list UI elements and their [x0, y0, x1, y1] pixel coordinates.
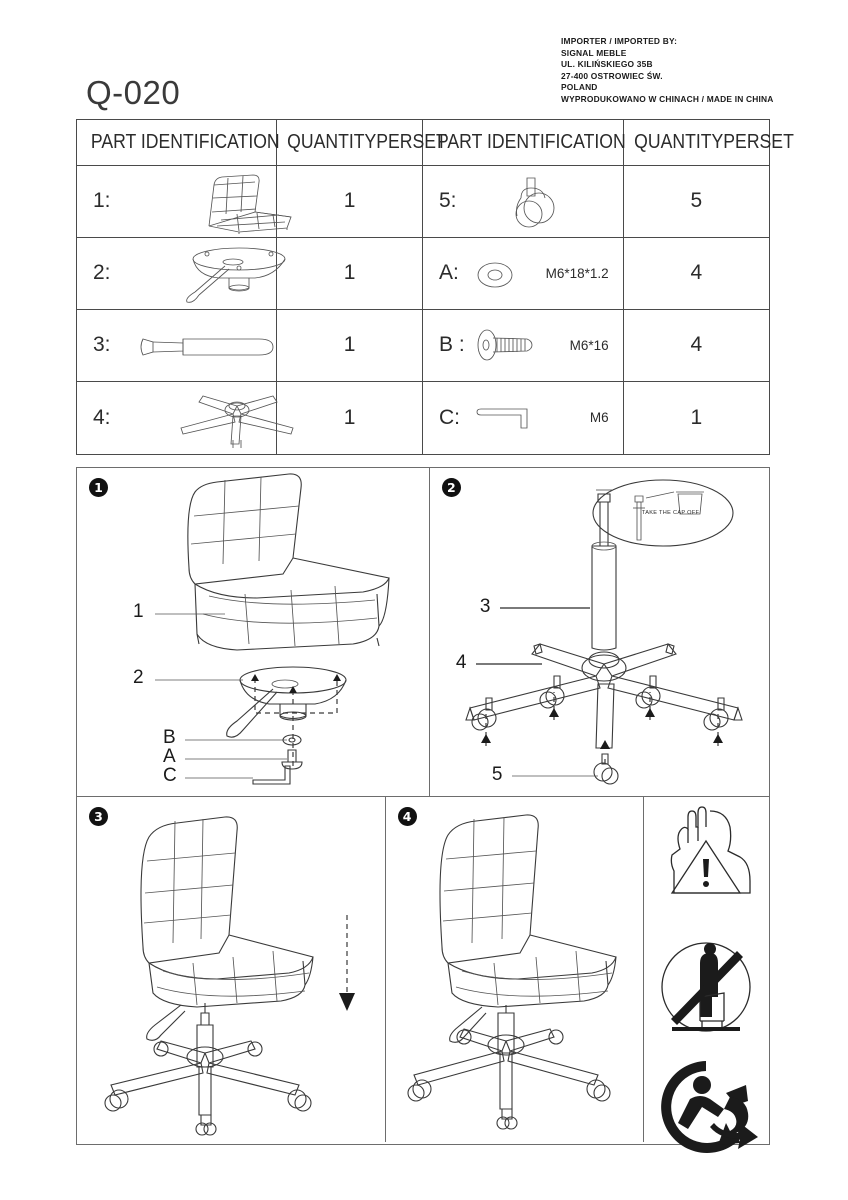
part-cell	[77, 166, 277, 237]
header-cell-identification: PART IDENTIFICATION	[423, 120, 624, 165]
part-key: 3:	[93, 333, 111, 357]
part-key: 2:	[93, 261, 111, 285]
header-cell-identification: PART IDENTIFICATION	[77, 120, 277, 165]
part-key: 4:	[93, 405, 111, 429]
caster-wheel-icon	[501, 176, 571, 230]
part-cell	[423, 310, 624, 381]
step-panel-1	[77, 468, 430, 796]
part-cell	[423, 166, 624, 237]
take-cap-off-note: TAKE THE CAP OFF	[641, 510, 700, 516]
step1-label-b: B	[163, 727, 176, 748]
part-quantity-cell: 4	[690, 261, 703, 285]
step1-label-2: 2	[133, 667, 144, 688]
part-spec: M6	[589, 410, 609, 426]
part-key: A:	[439, 261, 459, 285]
step1-label-1: 1	[133, 601, 144, 622]
five-star-base-icon	[173, 388, 301, 450]
table-header-row	[77, 120, 447, 166]
table-row	[423, 166, 769, 238]
steps-row-bottom	[77, 797, 769, 1142]
step-number-badge: 2	[442, 478, 461, 497]
importer-line-3: 27-400 OSTROWIEC ŚW.	[561, 70, 663, 81]
attention-warning-icon	[672, 807, 751, 893]
recycling-icon	[662, 1061, 759, 1153]
part-cell	[423, 238, 624, 309]
importer-line-2: UL. KILIŃSKIEGO 35B	[561, 59, 653, 70]
table-row	[77, 238, 422, 310]
part-quantity-cell: 1	[343, 261, 356, 285]
do-not-stand-on-chair-icon	[662, 943, 750, 1031]
step-panel-4	[386, 797, 645, 1142]
parts-table	[76, 119, 794, 455]
allen-key-icon	[473, 408, 539, 432]
part-quantity-cell: 5	[690, 189, 703, 213]
importer-line-1: SIGNAL MEBLE	[561, 47, 627, 58]
table-header-row	[423, 120, 794, 166]
step-number-badge: 4	[398, 807, 417, 826]
part-key: 1:	[93, 189, 111, 213]
table-row	[423, 382, 769, 454]
safety-pictogram-panel	[644, 797, 769, 1142]
step-panel-2	[430, 468, 769, 796]
importer-line-4: POLAND	[561, 82, 598, 93]
step-panel-3	[77, 797, 386, 1142]
table-row	[77, 166, 422, 238]
table-row	[423, 238, 769, 310]
page-title: Q-020	[86, 74, 181, 111]
parts-table-right	[423, 120, 794, 454]
step-number-badge: 3	[89, 807, 108, 826]
step2-label-5: 5	[491, 764, 503, 785]
part-cell	[423, 382, 624, 454]
header-cell-quantity: QUANTITYPERSET	[287, 130, 447, 154]
part-key: C:	[439, 405, 460, 429]
header-cell-quantity: QUANTITYPERSET	[633, 130, 794, 154]
washer-icon	[475, 260, 515, 290]
part-quantity-cell: 1	[343, 189, 356, 213]
step2-label-4: 4	[455, 652, 467, 673]
step-number-badge: 1	[89, 478, 108, 497]
part-quantity-cell: 1	[343, 333, 356, 357]
part-spec: M6*18*1.2	[545, 265, 609, 281]
part-key: B :	[439, 333, 465, 357]
steps-row-top	[77, 468, 769, 797]
part-cell	[77, 382, 277, 454]
table-row	[77, 310, 422, 382]
step1-label-c: C	[163, 765, 177, 786]
part-key: 5:	[439, 189, 457, 213]
part-spec: M6*16	[569, 337, 609, 353]
step1-label-a: A	[163, 746, 176, 767]
table-row	[423, 310, 769, 382]
importer-line-0: IMPORTER / IMPORTED BY:	[561, 36, 678, 46]
seat-plate-mechanism-icon	[177, 246, 297, 304]
parts-table-left	[77, 120, 447, 454]
importer-block	[561, 36, 774, 106]
part-quantity-cell: 1	[690, 405, 703, 429]
gas-lift-cylinder-icon	[137, 334, 287, 360]
part-quantity-cell: 4	[690, 333, 703, 357]
table-row	[77, 382, 422, 454]
part-cell	[77, 310, 277, 381]
assembly-steps	[76, 467, 770, 1145]
importer-line-5: WYPRODUKOWANO W CHINACH / MADE IN CHINA	[561, 93, 774, 104]
step2-label-3: 3	[479, 596, 491, 617]
chair-seat-back-icon	[187, 172, 297, 234]
bolt-icon	[475, 328, 541, 364]
part-cell	[77, 238, 277, 309]
part-quantity-cell: 1	[343, 405, 356, 429]
